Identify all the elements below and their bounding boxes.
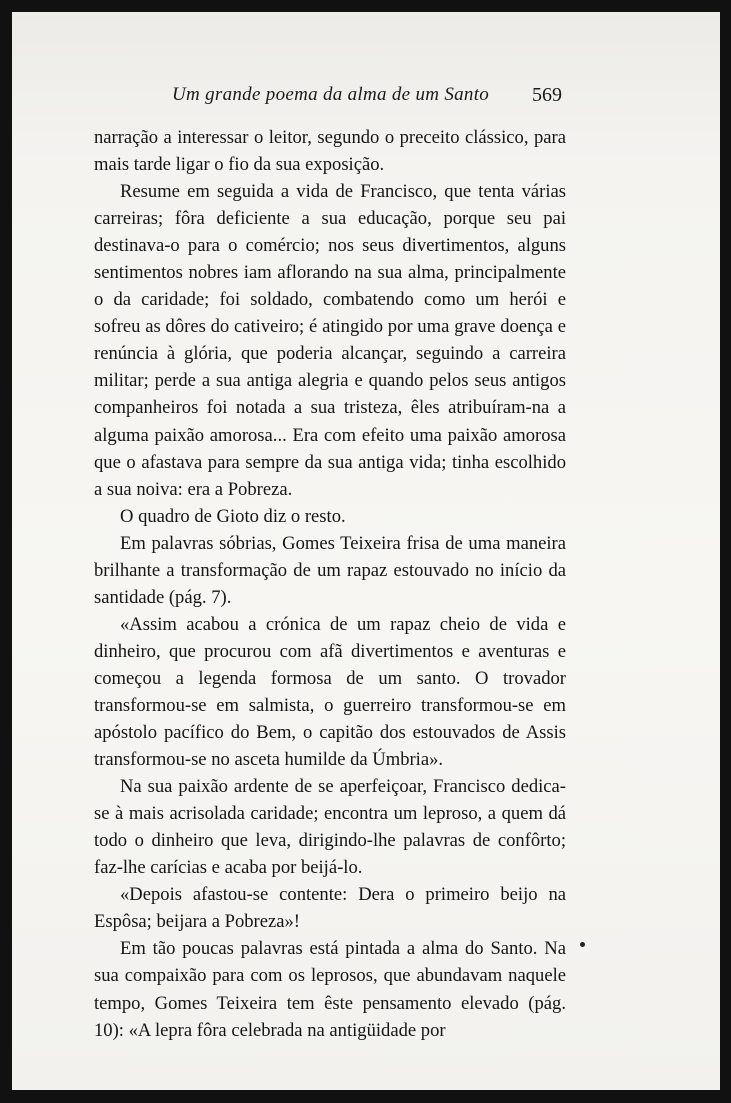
quote-paragraph: «Assim acabou a crónica de um rapaz cheio de vida e dinheiro, que procurou com afã divertimentos e aventuras e começou a legenda formosa de um santo. O trovador transformou-se em salmista, o guerreiro transformou-se em apóstolo pacífico do Bem, o capitão dos estouvados de Assis transformou-se no asceta humilde da Úmbria». [94, 613, 566, 771]
page-number: 569 [532, 84, 562, 106]
quote-paragraph: «Depois afastou-se contente: Dera o primeiro beijo na Espôsa; beijara a Pobreza»! [94, 884, 566, 933]
running-title: Um grande poema da alma de um Santo [172, 84, 490, 105]
ink-dot-mark [580, 942, 585, 947]
paragraph: Resume em seguida a vida de Francisco, que tenta várias carreiras; fôra deficiente a sua educação, porque seu pai destinava-o para o comércio; nos seus divertimentos, alguns sentimentos nobres iam aflorando na sua alma, principalmente o da caridade; foi soldado, combatendo como um herói e sofreu as dôres do cativeiro; é atingido por uma grave doença e renúncia à glória, que poderia alcançar, seguindo a carreira militar; perde a sua antiga alegria e quando pelos seus antigos companheiros foi notada a sua tristeza, êles atribuíram-na a alguma paixão amorosa... Era com efeito uma paixão amorosa que o afastava para sempre da sua antiga vida; tinha escolhido a sua noiva: era a Pobreza. [94, 181, 566, 500]
paragraph: Na sua paixão ardente de se aperfeiçoar, Francisco dedica-se à mais acrisolada caridade; encontra um leproso, a quem dá todo o dinheiro que leva, dirigindo-lhe palavras de confôrto; faz-lhe carícias e acaba por beijá-lo. [94, 776, 566, 879]
page-header [12, 84, 720, 112]
paragraph: Em tão poucas palavras está pintada a alma do Santo. Na sua compaixão para com os leprosos, que abundavam naquele tempo, Gomes Teixeira tem êste pensamento elevado (pág. 10): «A lepra fôra celebrada na antigüidade por [94, 938, 566, 1041]
paragraph: O quadro de Gioto diz o resto. [120, 505, 346, 527]
book-page [12, 12, 720, 1090]
body-text [94, 124, 566, 1044]
paragraph-continuation: narração a interessar o leitor, segundo o preceito clássico, para mais tarde ligar o fio da sua exposição. [94, 127, 566, 176]
paragraph: Em palavras sóbrias, Gomes Teixeira frisa de uma maneira brilhante a transformação de um rapaz estouvado no início da santidade (pág. 7). [94, 532, 566, 608]
